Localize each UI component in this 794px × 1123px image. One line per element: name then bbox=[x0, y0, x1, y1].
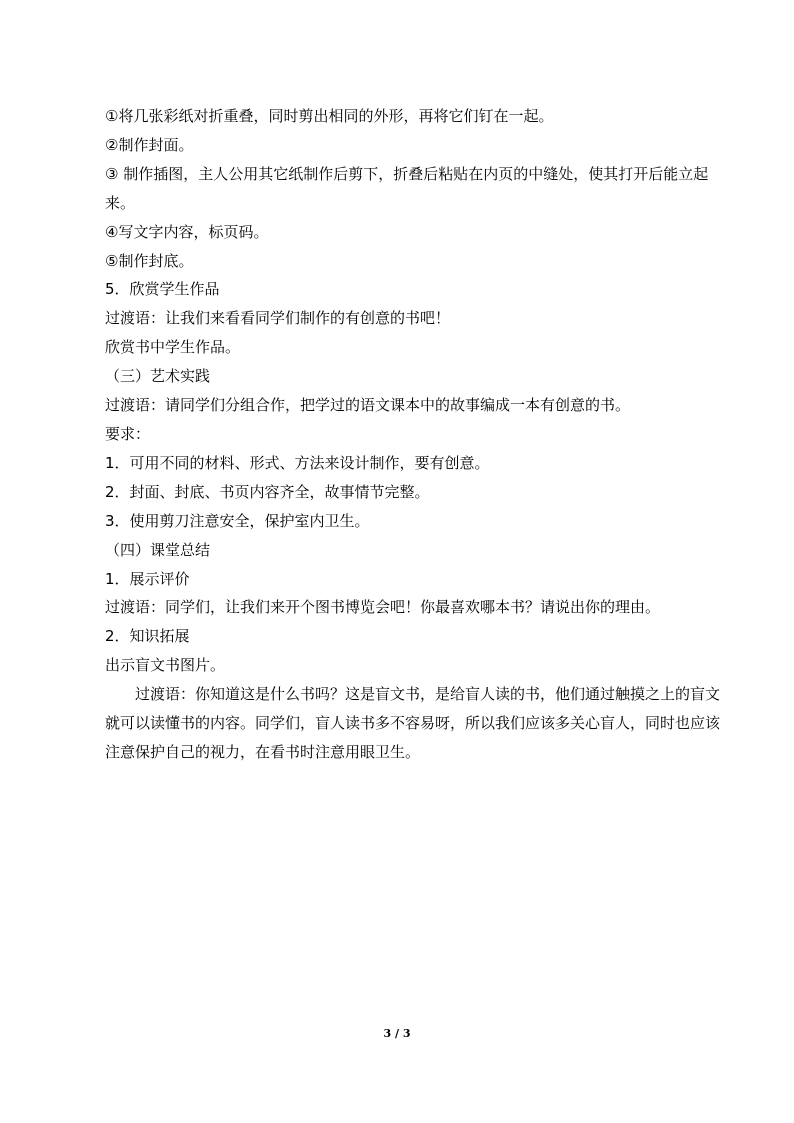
requirements-heading: 要求： bbox=[105, 424, 151, 443]
transition-text-3: 过渡语：同学们，让我们来开个图书博览会吧！你最喜欢哪本书？请说出你的理由。 bbox=[105, 598, 661, 617]
knowledge-extension-heading: 2．知识拓展 bbox=[105, 627, 190, 646]
section-four-heading: （四）课堂总结 bbox=[105, 540, 211, 559]
braille-picture-text: 出示盲文书图片。 bbox=[105, 656, 226, 675]
transition-text-1: 过渡语：让我们来看看同学们制作的有创意的书吧！ bbox=[105, 309, 451, 328]
section-three-heading: （三）艺术实践 bbox=[105, 367, 211, 386]
display-evaluation-heading: 1．展示评价 bbox=[105, 569, 190, 588]
document-body bbox=[105, 102, 725, 767]
step-5: ⑤制作封底。 bbox=[105, 251, 194, 270]
step-4: ④写文字内容，标页码。 bbox=[105, 222, 269, 241]
transition-text-4: 过渡语：你知道这是什么书吗？这是盲文书，是给盲人读的书，他们通过触摸之上的盲文就可以读懂书的内容。同学们，盲人读书多不容易呀，所以我们应该多关心盲人，同时也应该注意保护自己的视力，在看书时注意用眼卫生。 bbox=[105, 685, 721, 761]
page-number: 3 / 3 bbox=[383, 1027, 411, 1040]
step-3: ③ 制作插图，主人公用其它纸制作后剪下，折叠后粘贴在内页的中缝处，使其打开后能立起来。 bbox=[105, 164, 709, 212]
step-1: ①将几张彩纸对折重叠，同时剪出相同的外形，再将它们钉在一起。 bbox=[105, 107, 554, 125]
transition-text-2: 过渡语：请同学们分组合作，把学过的语文课本中的故事编成一本有创意的书。 bbox=[105, 396, 631, 415]
requirement-2: 2．封面、封底、书页内容齐全，故事情节完整。 bbox=[105, 482, 430, 501]
section-5-heading: 5．欣赏学生作品 bbox=[105, 280, 220, 299]
appreciate-text: 欣赏书中学生作品。 bbox=[105, 338, 241, 357]
requirement-1: 1．可用不同的材料、形式、方法来设计制作，要有创意。 bbox=[105, 453, 490, 472]
step-2: ②制作封面。 bbox=[105, 135, 194, 154]
requirement-3: 3．使用剪刀注意安全，保护室内卫生。 bbox=[105, 511, 370, 530]
